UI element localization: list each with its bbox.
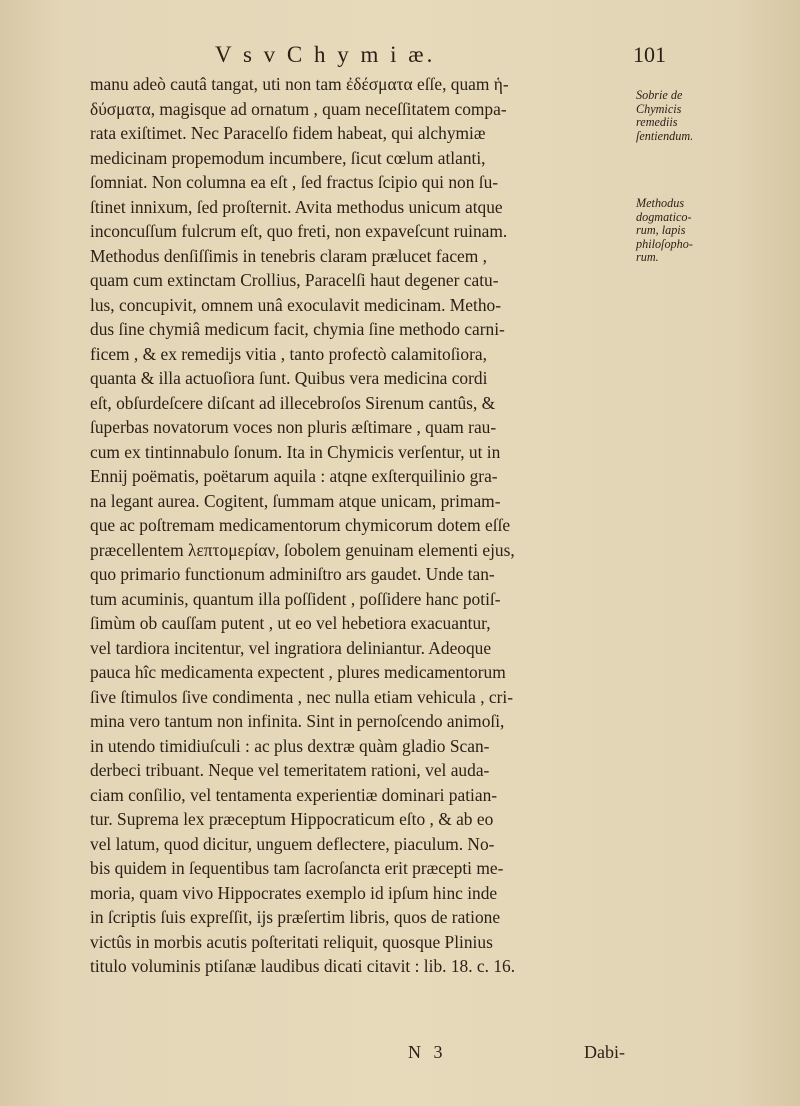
text-line: vel tardiora incitentur, vel ingratiora deliniantur. Adeoque	[90, 637, 492, 658]
text-line: manu adeò cautâ tangat, uti non tam ἐδέσματα eſſe, quam ἡ-	[90, 74, 509, 94]
text-line: titulo voluminis ptiſanæ laudibus dicati citavit : lib. 18. c. 16.	[90, 956, 516, 976]
text-line: na legant aurea. Cogitent, ſummam atque unicam, primam-	[90, 490, 501, 511]
text-line: pauca hîc medicamenta expectent , plures medicamentorum	[90, 662, 506, 682]
text-line: ſomniat. Non columna ea eſt , ſed fractus ſcipio qui non ſu-	[90, 172, 499, 192]
text-line: ficem , & ex remedijs vitia , tanto profectò calamitoſiora,	[90, 343, 487, 364]
text-line: tur. Suprema lex præceptum Hippocraticum eſto , & ab eo	[90, 809, 494, 829]
text-line: ciam conſilio, vel tentamenta experientiæ dominari patian-	[90, 784, 498, 805]
page-footer	[90, 1042, 625, 1068]
text-line: ſuperbas novatorum voces non pluris æſtimare , quam rau-	[90, 417, 497, 437]
text-line: quam cum extinctam Crollius, Paracelſi haut degener catu-	[90, 270, 499, 290]
page-header	[215, 42, 666, 74]
text-line: ſimùm ob cauſſam putent , ut eo vel hebetiora exacuantur,	[90, 613, 491, 633]
marginal-note-methodus	[636, 197, 716, 265]
text-line: cum ex tintinnabulo ſonum. Ita in Chymicis verſentur, ut in	[90, 441, 501, 462]
text-line: rata exiſtimet. Nec Paracelſo fidem habeat, qui alchymiæ	[90, 123, 486, 143]
text-line: derbeci tribuant. Neque vel temeritatem rationi, vel auda-	[90, 760, 490, 780]
page-number: 101	[633, 42, 666, 67]
text-line: in utendo timidiuſculi : ac plus dextræ quàm gladio Scan-	[90, 735, 490, 756]
marginal-note-line: dogmatico-	[636, 209, 692, 224]
text-line: lus, concupivit, omnem unâ exoculavit medicinam. Metho-	[90, 294, 501, 315]
marginal-note-line: rum, lapis	[636, 223, 686, 237]
text-line: quo primario functionum adminiſtro ars gaudet. Unde tan-	[90, 564, 495, 584]
text-line: tum acuminis, quantum illa poſſident , poſſidere hanc potiſ-	[90, 588, 501, 609]
running-head: V s v C h y m i æ.	[215, 42, 436, 67]
marginal-note-line: rum.	[636, 250, 659, 264]
text-line: dus ſine chymiâ medicum facit, chymia ſine methodo carni-	[90, 319, 505, 339]
marginal-note-line: Chymicis	[636, 101, 682, 116]
text-line: mina vero tantum non infinita. Sint in pernoſcendo animoſi,	[90, 711, 505, 731]
text-line: ſive ſtimulos ſive condimenta , nec nulla etiam vehicula , cri-	[90, 686, 514, 707]
marginal-note-line: remediis	[636, 115, 678, 129]
text-line: eſt, obſurdeſcere diſcant ad illecebroſos Sirenum cantûs, &	[90, 392, 496, 413]
text-line: vel latum, quod dicitur, unguem deflectere, piaculum. No-	[90, 833, 495, 854]
signature-mark: N 3	[408, 1042, 447, 1062]
marginal-note-line: Methodus	[636, 196, 685, 210]
text-line: inconcuſſum fulcrum eſt, quo freti, non expaveſcunt ruinam.	[90, 221, 508, 241]
text-line: in ſcriptis ſuis expreſſit, ijs præſertim libris, quos de ratione	[90, 907, 501, 927]
body-text	[90, 72, 625, 979]
text-line: præcellentem λεπτομερίαν, ſobolem genuinam elementi ejus,	[90, 539, 515, 560]
text-line: que ac poſtremam medicamentorum chymicorum dotem eſſe	[90, 515, 511, 535]
text-line: Methodus denſiſſimis in tenebris claram prælucet facem ,	[90, 245, 487, 266]
text-line: victûs in morbis acutis poſteritati reliquit, quosque Plinius	[90, 931, 493, 952]
text-line: moria, quam vivo Hippocrates exemplo id ipſum hinc inde	[90, 882, 498, 903]
text-line: Ennij poëmatis, poëtarum aquila : atqne exſterquilinio gra-	[90, 466, 498, 486]
text-line: bis quidem in ſequentibus tam ſacroſancta erit præcepti me-	[90, 858, 504, 878]
marginal-note-line: Sobrie de	[636, 88, 683, 102]
text-line: quanta & illa actuoſiora ſunt. Quibus vera medicina cordi	[90, 368, 488, 388]
catchword: Dabi-	[584, 1042, 625, 1062]
marginal-note-chymicis	[636, 89, 716, 143]
text-line: medicinam propemodum incumbere, ſicut cœlum atlanti,	[90, 147, 486, 168]
marginal-note-line: philoſopho-	[636, 236, 693, 251]
text-line: δύσματα, magisque ad ornatum , quam neceſſitatem compa-	[90, 98, 507, 119]
marginal-note-line: ſentiendum.	[636, 128, 694, 143]
text-line: ſtinet innixum, ſed proſternit. Avita methodus unicum atque	[90, 196, 503, 217]
